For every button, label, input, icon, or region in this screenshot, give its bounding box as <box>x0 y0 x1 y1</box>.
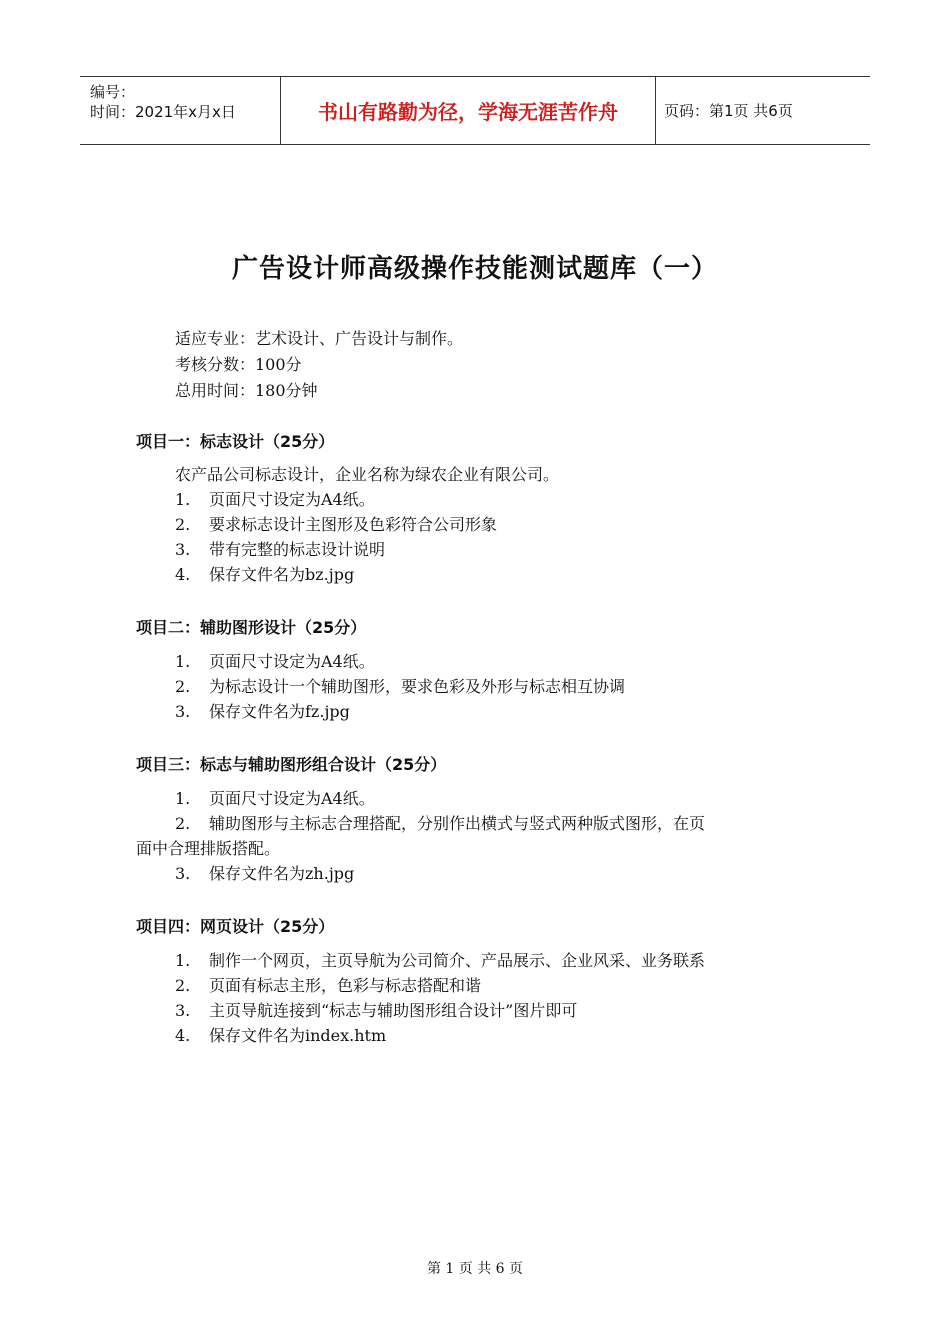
list-item <box>175 786 375 812</box>
item-number: 1. <box>175 789 191 808</box>
item-text: 页面尺寸设定为A4纸。 <box>209 490 375 509</box>
meta-line: 总用时间：180分钟 <box>175 381 318 400</box>
list-item <box>175 811 705 837</box>
meta-line: 适应专业：艺术设计、广告设计与制作。 <box>175 329 464 348</box>
section-title: 项目一：标志设计（25分） <box>136 432 335 451</box>
list-item <box>175 1023 386 1049</box>
item-number: 1. <box>175 490 191 509</box>
item-number: 2. <box>175 677 191 696</box>
list-item <box>175 948 705 974</box>
item-text: 保存文件名为bz.jpg <box>209 565 355 584</box>
item-text: 页面有标志主形，色彩与标志搭配和谐 <box>209 976 482 995</box>
item-text: 保存文件名为zh.jpg <box>209 864 355 883</box>
list-item <box>175 998 577 1024</box>
header-table <box>80 76 870 145</box>
item-number: 3. <box>175 1001 191 1020</box>
meta-info <box>175 326 463 404</box>
list-item <box>175 973 481 999</box>
serial-label: 编号： <box>90 83 136 101</box>
header-left-cell <box>80 77 281 144</box>
item-number: 3. <box>175 864 191 883</box>
item-text: 辅助图形与主标志合理搭配，分别作出横式与竖式两种版式图形，在页 <box>209 814 706 833</box>
list-item <box>175 562 354 588</box>
item-text: 主页导航连接到“标志与辅助图形组合设计”图片即可 <box>209 1001 578 1020</box>
section-intro: 农产品公司标志设计，企业名称为绿农企业有限公司。 <box>175 465 560 484</box>
item-number: 3. <box>175 702 191 721</box>
list-item <box>175 537 385 563</box>
item-number: 2. <box>175 814 191 833</box>
item-text: 制作一个网页，主页导航为公司简介、产品展示、企业风采、业务联系 <box>209 951 706 970</box>
item-text: 保存文件名为index.htm <box>209 1026 387 1045</box>
item-text: 带有完整的标志设计说明 <box>209 540 386 559</box>
item-number: 2. <box>175 976 191 995</box>
item-text: 要求标志设计主图形及色彩符合公司形象 <box>209 515 498 534</box>
meta-line: 考核分数：100分 <box>175 355 302 374</box>
page-footer: 第 1 页 共 6 页 <box>426 1261 524 1277</box>
item-number: 3. <box>175 540 191 559</box>
motto: 书山有路勤为径，学海无涯苦作舟 <box>281 77 656 144</box>
list-item <box>175 861 354 887</box>
item-text: 页面尺寸设定为A4纸。 <box>209 789 375 808</box>
section-title: 项目四：网页设计（25分） <box>136 917 335 936</box>
page-code: 页码：第1页 共6页 <box>664 102 793 120</box>
item-text: 页面尺寸设定为A4纸。 <box>209 652 375 671</box>
item-number: 2. <box>175 515 191 534</box>
list-item <box>175 649 375 675</box>
time-label: 时间：2021年x月x日 <box>90 103 236 121</box>
item-continuation: 面中合理排版搭配。 <box>136 839 281 858</box>
item-number: 1. <box>175 951 191 970</box>
item-text: 保存文件名为fz.jpg <box>209 702 350 721</box>
section-title: 项目三：标志与辅助图形组合设计（25分） <box>136 755 447 774</box>
list-item <box>175 674 625 700</box>
list-item <box>175 487 375 513</box>
item-number: 1. <box>175 652 191 671</box>
list-item <box>175 512 497 538</box>
section-title: 项目二：辅助图形设计（25分） <box>136 618 367 637</box>
document-title: 广告设计师高级操作技能测试题库（一） <box>231 254 718 284</box>
item-text: 为标志设计一个辅助图形，要求色彩及外形与标志相互协调 <box>209 677 626 696</box>
list-item <box>175 699 350 725</box>
item-number: 4. <box>175 565 191 584</box>
item-number: 4. <box>175 1026 191 1045</box>
